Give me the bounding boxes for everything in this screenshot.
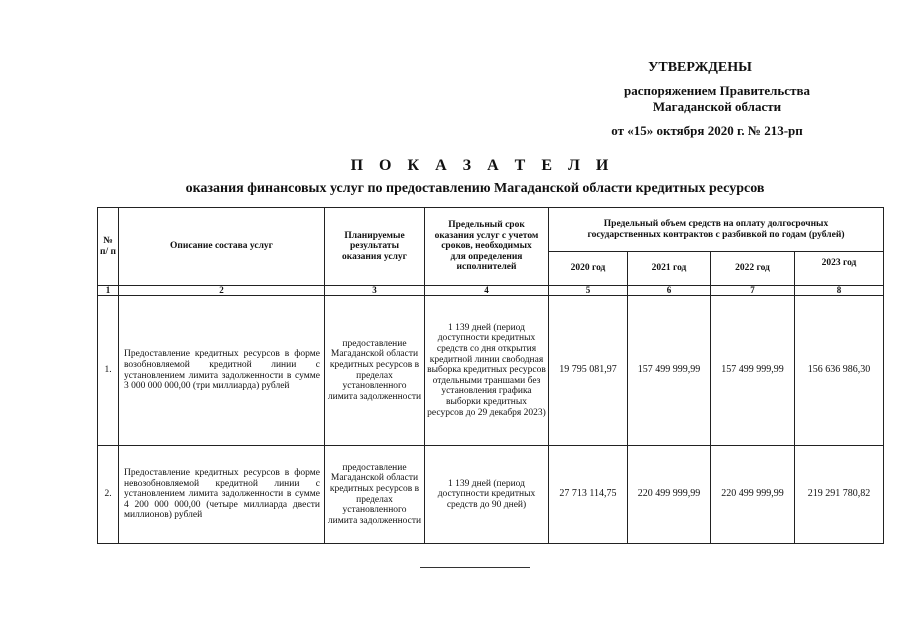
column-number: 6 bbox=[628, 286, 711, 296]
header-num: № п/ п bbox=[98, 208, 119, 286]
row-number: 2. bbox=[98, 446, 119, 544]
amount-2022: 157 499 999,99 bbox=[711, 296, 795, 446]
table-row bbox=[98, 296, 884, 446]
footer-divider bbox=[420, 567, 530, 568]
amount-2021: 157 499 999,99 bbox=[628, 296, 711, 446]
header-results: Планируемые результаты оказания услуг bbox=[325, 208, 425, 286]
planned-result: предоставление Магаданской области кредитных ресурсов в пределах установленного лимита задолженности bbox=[325, 296, 425, 446]
header-volume: Предельный объем средств на оплату долгосрочных государственных контрактов с разбивкой по годам (рублей) bbox=[549, 208, 884, 252]
column-number-row bbox=[98, 286, 884, 296]
service-description: Предоставление кредитных ресурсов в форме невозобновляемой кредитной линии с установлением лимита задолженности в сумме 4 200 000 000,00 (четыре миллиарда двести миллионов) рублей bbox=[119, 446, 325, 544]
header-year-2022: 2022 год bbox=[711, 252, 795, 286]
column-number: 3 bbox=[325, 286, 425, 296]
indicators-table bbox=[97, 207, 884, 544]
service-description: Предоставление кредитных ресурсов в форме возобновляемой кредитной линии с установлением лимита задолженности в сумме 3 000 000 000,00 (три миллиарда) рублей bbox=[119, 296, 325, 446]
column-number: 4 bbox=[425, 286, 549, 296]
column-number: 7 bbox=[711, 286, 795, 296]
row-number: 1. bbox=[98, 296, 119, 446]
amount-2023: 156 636 986,30 bbox=[795, 296, 884, 446]
header-year-2023: 2023 год bbox=[795, 252, 884, 286]
header-description: Описание состава услуг bbox=[119, 208, 325, 286]
column-number: 1 bbox=[98, 286, 119, 296]
amount-2020: 27 713 114,75 bbox=[549, 446, 628, 544]
approval-authority: распоряжением Правительства Магаданской области bbox=[624, 83, 810, 114]
approval-heading: УТВЕРЖДЕНЫ bbox=[648, 60, 752, 75]
document-subtitle: оказания финансовых услуг по предоставлению Магаданской области кредитных ресурсов bbox=[185, 181, 765, 196]
header-year-2020: 2020 год bbox=[549, 252, 628, 286]
document-title: П О К А З А Т Е Л И bbox=[350, 157, 615, 174]
amount-2023: 219 291 780,82 bbox=[795, 446, 884, 544]
column-number: 8 bbox=[795, 286, 884, 296]
service-deadline: 1 139 дней (период доступности кредитных средств со дня открытия кредитной линии свободная выборка кредитных ресурсов отдельными траншами без установления графика выборки кредитных ресурсов до 29 декабря 2023) bbox=[425, 296, 549, 446]
planned-result: предоставление Магаданской области кредитных ресурсов в пределах установленного лимита задолженности bbox=[325, 446, 425, 544]
column-number: 5 bbox=[549, 286, 628, 296]
service-deadline: 1 139 дней (период доступности кредитных средств до 90 дней) bbox=[425, 446, 549, 544]
header-year-2021: 2021 год bbox=[628, 252, 711, 286]
column-number: 2 bbox=[119, 286, 325, 296]
amount-2022: 220 499 999,99 bbox=[711, 446, 795, 544]
amount-2020: 19 795 081,97 bbox=[549, 296, 628, 446]
table-row bbox=[98, 446, 884, 544]
header-deadline: Предельный срок оказания услуг с учетом сроков, необходимых для определения исполнителей bbox=[425, 208, 549, 286]
amount-2021: 220 499 999,99 bbox=[628, 446, 711, 544]
approval-date-number: от «15» октября 2020 г. № 213-рп bbox=[611, 123, 803, 138]
